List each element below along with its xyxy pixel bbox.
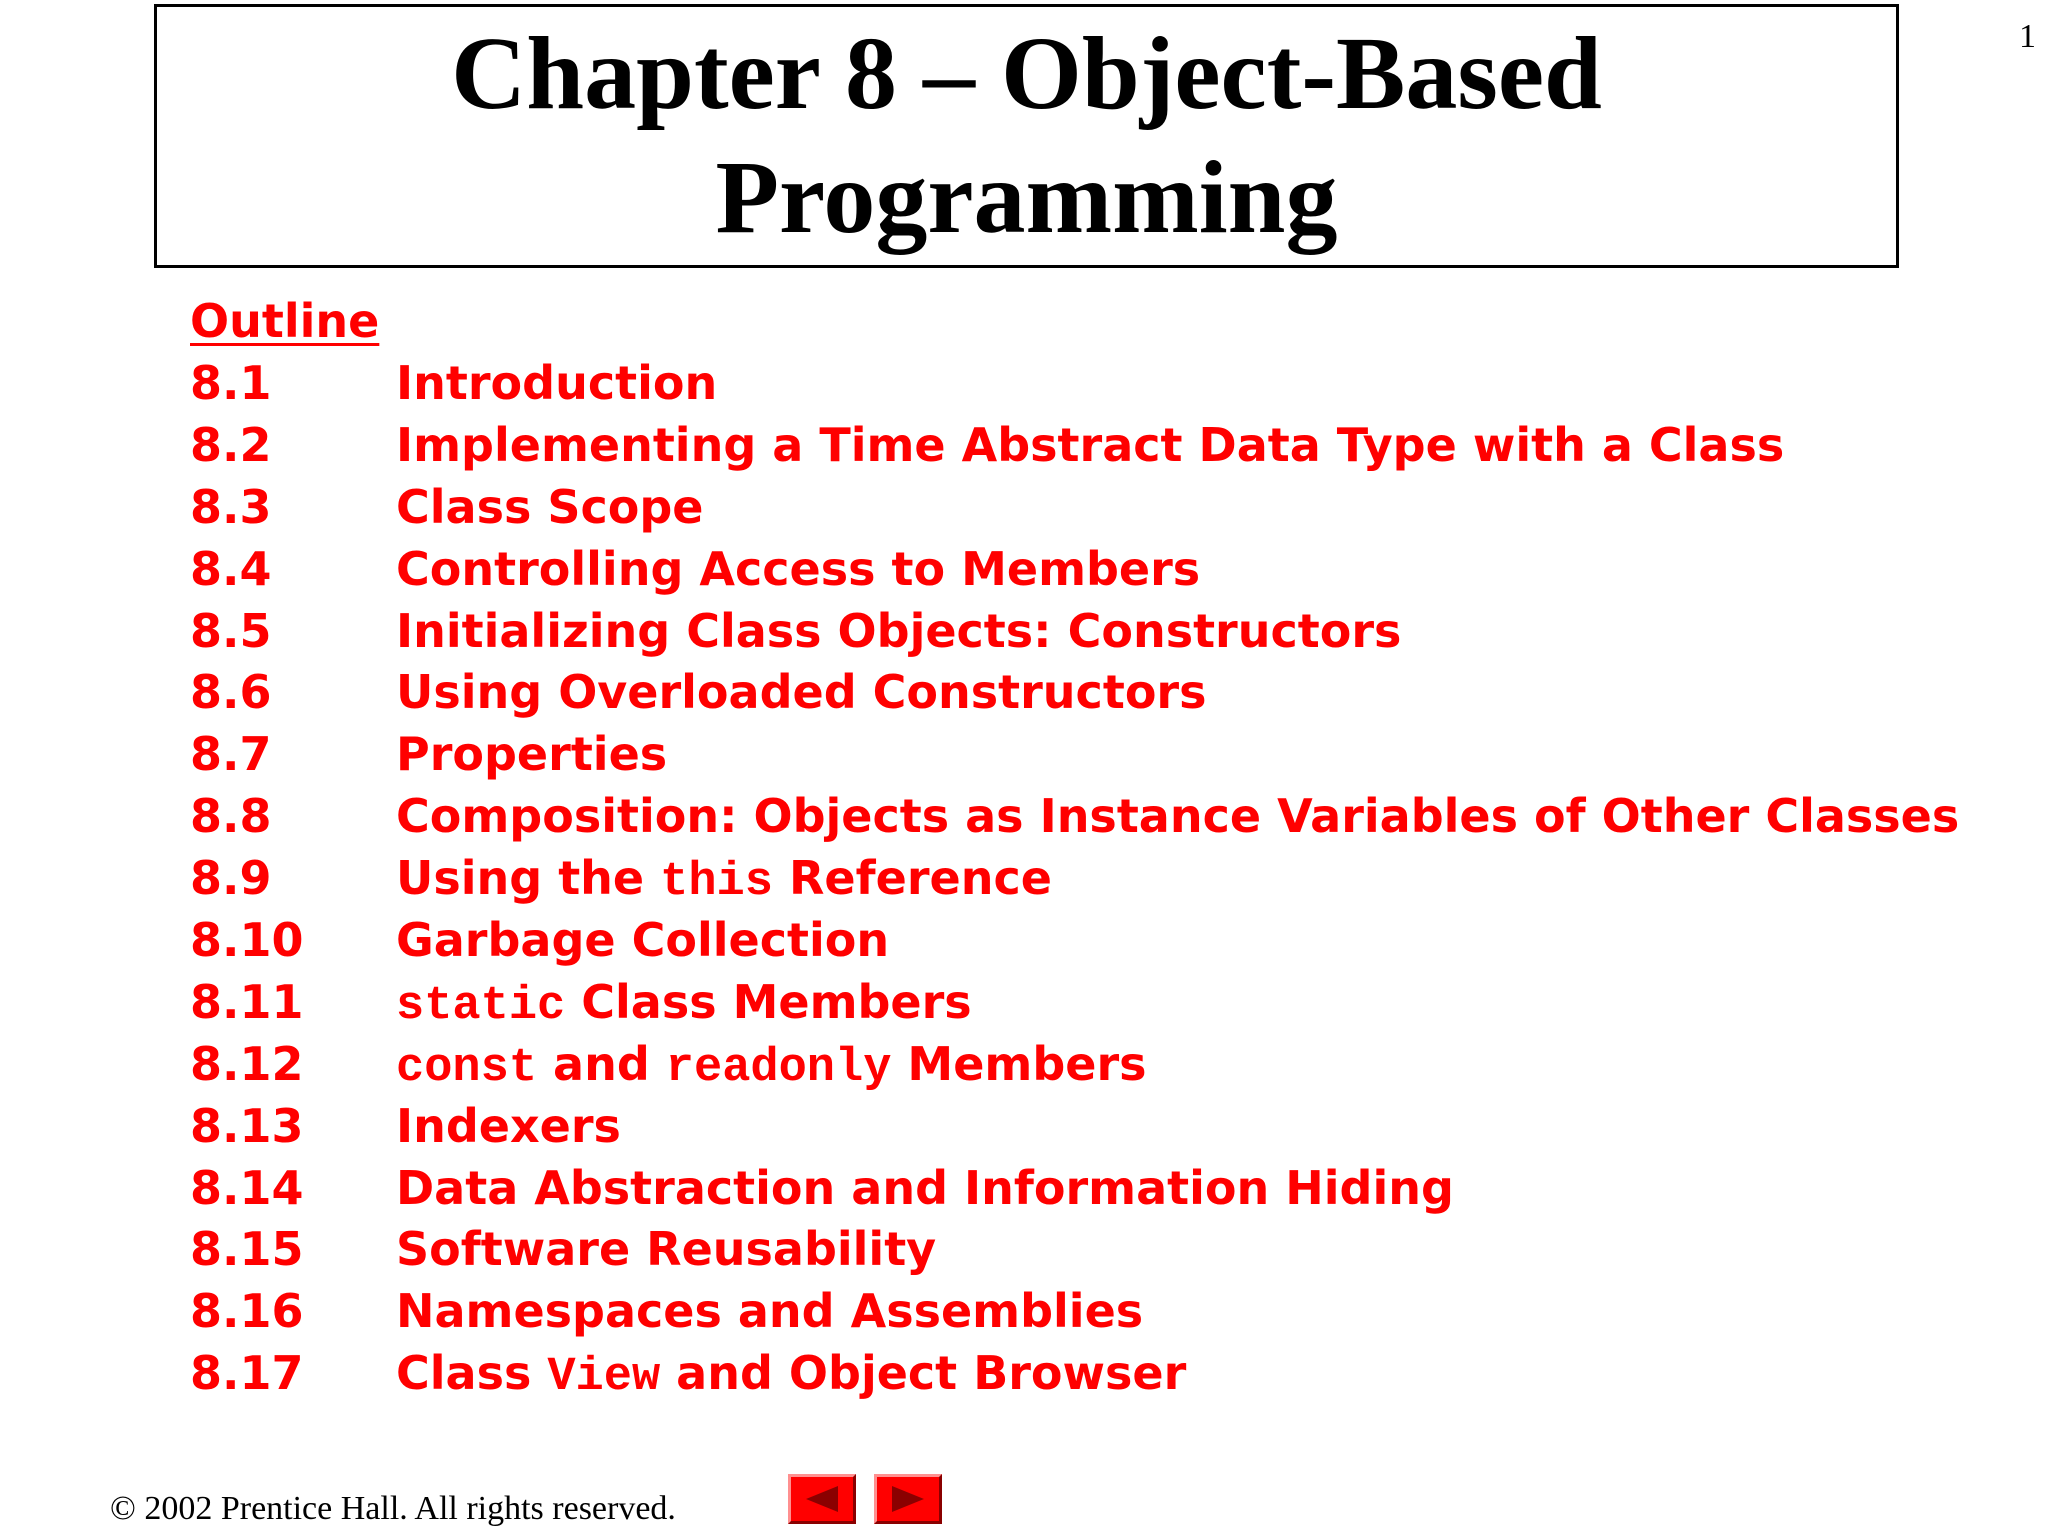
right-arrow-icon	[888, 1484, 928, 1514]
title-text: Properties	[396, 727, 668, 782]
outline-item-title	[396, 476, 703, 538]
outline-item-title	[396, 847, 1052, 914]
outline-item-number: 8.7	[190, 727, 272, 782]
copyright-footer: © 2002 Prentice Hall. All rights reserved.	[110, 1490, 676, 1527]
title-box	[154, 4, 1899, 268]
title-line-1: Chapter 8 – Object-Based	[451, 16, 1602, 131]
title-text: Indexers	[396, 1098, 621, 1153]
title-text: Reference	[772, 851, 1052, 906]
title-text: Class Members	[565, 974, 972, 1029]
outline-item	[190, 1095, 1959, 1157]
title-text: Controlling Access to Members	[396, 541, 1201, 596]
outline-item	[190, 971, 1959, 1033]
outline-item	[190, 476, 1959, 538]
title-text: Class	[396, 1346, 548, 1401]
title-text: Using the	[396, 851, 661, 906]
outline-item-title	[396, 1280, 1143, 1342]
outline-item	[190, 909, 1959, 971]
title-text: and Object Browser	[660, 1346, 1187, 1401]
title-text: Using Overloaded Constructors	[396, 665, 1207, 720]
outline	[190, 290, 1959, 1404]
outline-item	[190, 1218, 1959, 1280]
outline-item-number: 8.16	[190, 1284, 304, 1339]
title-text: Class Scope	[396, 479, 704, 534]
outline-item-number: 8.17	[190, 1346, 304, 1401]
outline-item-number: 8.4	[190, 541, 272, 596]
outline-item	[190, 1342, 1959, 1404]
outline-item-title	[396, 414, 1784, 476]
outline-item	[190, 538, 1959, 600]
outline-item	[190, 1157, 1959, 1219]
code-keyword: readonly	[665, 1041, 892, 1095]
outline-item-number: 8.15	[190, 1222, 304, 1277]
outline-item	[190, 661, 1959, 723]
previous-slide-button[interactable]	[788, 1474, 856, 1524]
outline-item-number: 8.5	[190, 603, 272, 658]
outline-item-title	[396, 352, 717, 414]
outline-item-title	[396, 785, 1959, 847]
title-text: Data Abstraction and Information Hiding	[396, 1160, 1454, 1215]
outline-item	[190, 1280, 1959, 1342]
outline-item-number: 8.11	[190, 974, 304, 1029]
title-text: and	[537, 1036, 666, 1091]
left-arrow-icon	[802, 1484, 842, 1514]
outline-item-number: 8.9	[190, 851, 272, 906]
outline-item-title	[396, 1033, 1147, 1100]
outline-item-number: 8.3	[190, 479, 272, 534]
outline-item-title	[396, 600, 1401, 662]
outline-item-title	[396, 538, 1200, 600]
outline-item	[190, 600, 1959, 662]
outline-item-title	[396, 1157, 1454, 1219]
outline-item-title	[396, 1095, 621, 1157]
outline-item-title	[396, 909, 889, 971]
outline-item	[190, 352, 1959, 414]
title-line-2: Programming	[715, 140, 1338, 255]
outline-item	[190, 847, 1959, 909]
title-text: Namespaces and Assemblies	[396, 1284, 1144, 1339]
outline-item-number: 8.8	[190, 789, 272, 844]
outline-item-title	[396, 723, 667, 785]
title-text: Garbage Collection	[396, 913, 890, 968]
outline-item-number: 8.2	[190, 417, 272, 472]
title-text: Members	[891, 1036, 1147, 1091]
outline-item	[190, 723, 1959, 785]
outline-item	[190, 414, 1959, 476]
next-slide-button[interactable]	[874, 1474, 942, 1524]
outline-item-title	[396, 971, 972, 1038]
outline-item-title	[396, 661, 1206, 723]
outline-item-number: 8.13	[190, 1098, 304, 1153]
outline-list	[190, 352, 1959, 1404]
slide-number: 1	[2019, 18, 2036, 55]
outline-item-number: 8.10	[190, 913, 304, 968]
outline-item-number: 8.14	[190, 1160, 304, 1215]
title-text: Introduction	[396, 356, 718, 410]
outline-item	[190, 1033, 1959, 1095]
outline-item-title	[396, 1218, 936, 1280]
outline-item-number: 8.1	[190, 356, 272, 410]
outline-item-number: 8.6	[190, 665, 272, 720]
title-text: Initializing Class Objects: Constructors	[396, 603, 1402, 658]
outline-item	[190, 785, 1959, 847]
code-keyword: this	[660, 856, 773, 910]
outline-item-title	[396, 1342, 1186, 1409]
title-text: Composition: Objects as Instance Variables of Other Classes	[396, 789, 1960, 844]
title-text: Software Reusability	[396, 1222, 937, 1277]
outline-heading: Outline	[190, 294, 380, 348]
code-keyword: const	[396, 1041, 538, 1095]
code-keyword: View	[547, 1351, 661, 1405]
outline-item-number: 8.12	[190, 1036, 304, 1091]
code-keyword: static	[396, 979, 566, 1033]
title-text: Implementing a Time Abstract Data Type with a Class	[396, 417, 1785, 472]
